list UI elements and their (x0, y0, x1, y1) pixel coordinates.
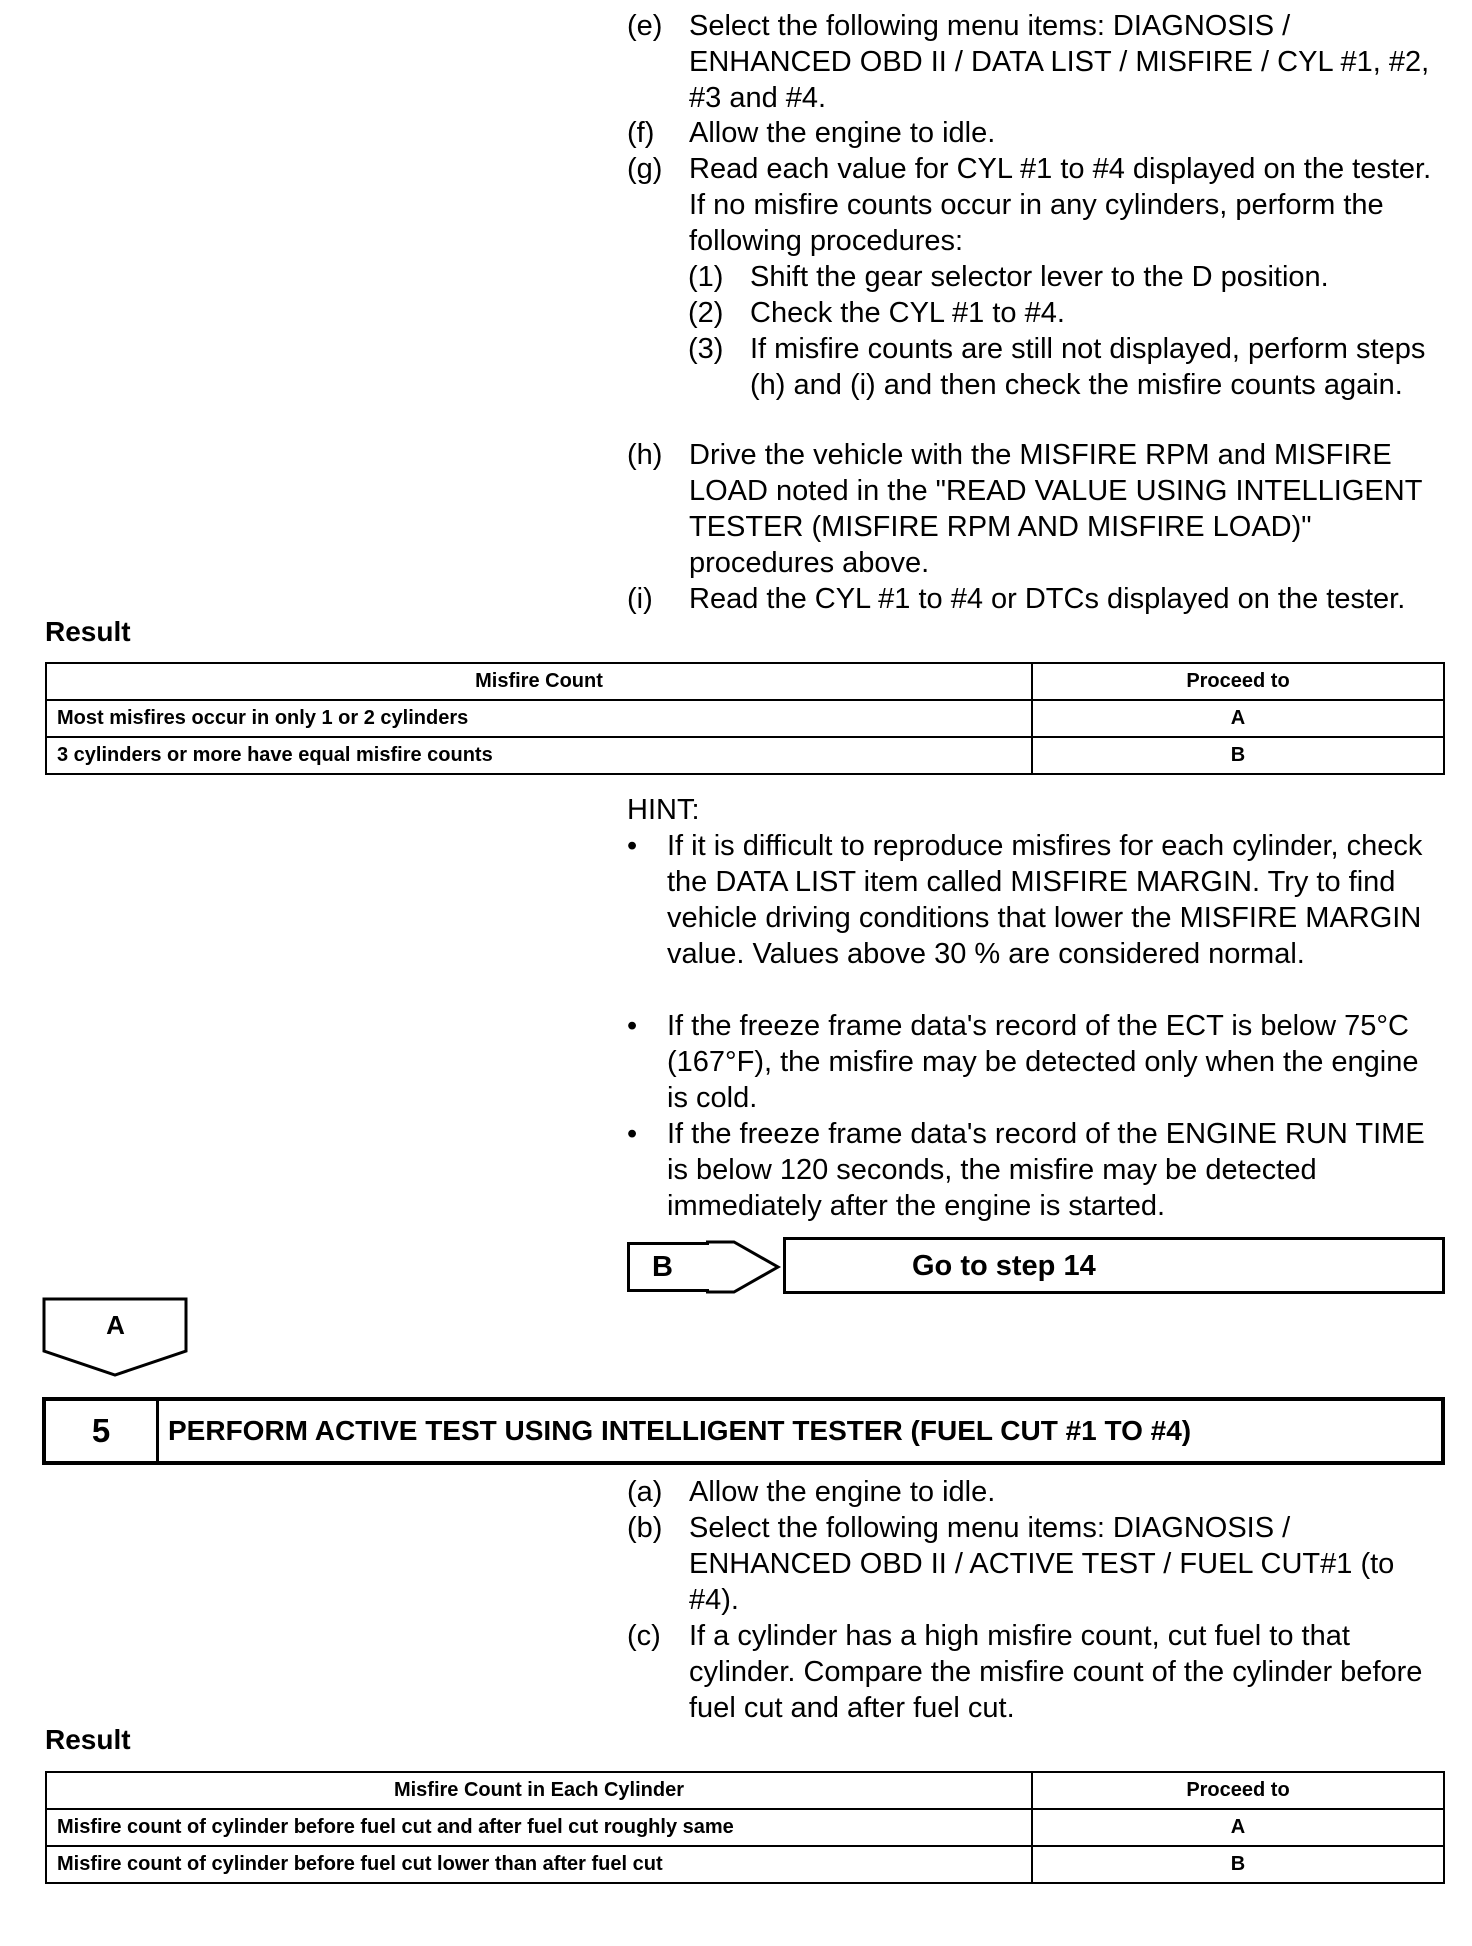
table-header: Misfire Count (46, 663, 1032, 700)
step-label: (f) (627, 117, 655, 149)
step-label: (h) (627, 439, 663, 471)
substep-2 (688, 295, 1438, 331)
table-cell: A (1032, 1809, 1444, 1846)
table-cell: A (1032, 700, 1444, 737)
substep-1 (688, 259, 1438, 295)
step-text: Read each value for CYL #1 to #4 displayed on the tester. If no misfire counts occur in any cylinders, perform the following procedures: (689, 153, 1432, 257)
step-label: (a) (627, 1476, 663, 1508)
table-row (46, 737, 1444, 774)
branch-arrow-icon (706, 1237, 786, 1297)
substep-text: If misfire counts are still not displayed, perform steps (h) and (i) and then check the misfire counts again. (750, 333, 1426, 401)
step-text: If a cylinder has a high misfire count, cut fuel to that cylinder. Compare the misfire count of the cylinder before fuel cut and after fuel cut. (689, 1620, 1423, 1724)
table-header: Misfire Count in Each Cylinder (46, 1772, 1032, 1809)
hint-item (627, 1116, 1438, 1224)
step-text: Allow the engine to idle. (689, 1476, 996, 1508)
hint-text: If it is difficult to reproduce misfires for each cylinder, check the DATA LIST item called MISFIRE MARGIN. Try to find vehicle driving conditions that lower the MISFIRE MARGIN value. Values above 30 % are considered normal. (667, 830, 1423, 970)
step-5-header (42, 1397, 1445, 1465)
step-5-a (627, 1474, 1438, 1510)
hint-text: If the freeze frame data's record of the ENGINE RUN TIME is below 120 seconds, the misfire may be detected immediately after the engine is started. (667, 1118, 1425, 1222)
step-g (627, 151, 1438, 259)
step-text: Allow the engine to idle. (689, 117, 996, 149)
bullet: • (627, 1010, 638, 1042)
result-label: Result (45, 616, 131, 647)
table-row (46, 700, 1444, 737)
step-i (627, 581, 1438, 617)
table-header-row (46, 1772, 1444, 1809)
step-label: (c) (627, 1620, 661, 1652)
step-number: 5 (46, 1401, 159, 1461)
hint-text: If the freeze frame data's record of the ECT is below 75°C (167°F), the misfire may be detected only when the engine is cold. (667, 1010, 1419, 1114)
step-text: Select the following menu items: DIAGNOSIS / ENHANCED OBD II / ACTIVE TEST / FUEL CUT#1 (to #4). (689, 1512, 1395, 1616)
table-cell: B (1032, 1846, 1444, 1883)
hint-item (627, 1008, 1438, 1116)
table-row (46, 1846, 1444, 1883)
substep-label: (1) (688, 261, 724, 293)
step-text: Drive the vehicle with the MISFIRE RPM and MISFIRE LOAD noted in the "READ VALUE USING INTELLIGENT TESTER (MISFIRE RPM AND MISFIRE LOAD)" procedures above. (689, 439, 1422, 579)
goto-step-text: Go to step 14 (912, 1250, 1096, 1282)
table-cell: Misfire count of cylinder before fuel cut and after fuel cut roughly same (46, 1809, 1032, 1846)
step-5-c (627, 1618, 1438, 1726)
hint-item (627, 828, 1438, 972)
step-label: (e) (627, 10, 663, 42)
result-table (45, 1771, 1445, 1884)
step-label: (i) (627, 583, 653, 615)
result-label: Result (45, 1724, 131, 1755)
hint-title: HINT: (627, 794, 700, 826)
step-5-b (627, 1510, 1438, 1618)
branch-b-label: B (652, 1251, 673, 1283)
step-e (627, 8, 1438, 116)
table-cell: Misfire count of cylinder before fuel cut lower than after fuel cut (46, 1846, 1032, 1883)
step-text: Select the following menu items: DIAGNOSIS / ENHANCED OBD II / DATA LIST / MISFIRE / CYL #1, #2, #3 and #4. (689, 10, 1430, 114)
substep-3 (688, 331, 1438, 403)
step-label: (b) (627, 1512, 663, 1544)
substep-text: Shift the gear selector lever to the D position. (750, 261, 1329, 293)
substep-label: (2) (688, 297, 724, 329)
step-title: PERFORM ACTIVE TEST USING INTELLIGENT TESTER (FUEL CUT #1 TO #4) (168, 1415, 1192, 1446)
branch-a-label: A (106, 1310, 125, 1340)
substep-text: Check the CYL #1 to #4. (750, 297, 1065, 329)
table-row (46, 1809, 1444, 1846)
step-label: (g) (627, 153, 663, 185)
bullet: • (627, 830, 638, 862)
branch-b-box (627, 1242, 709, 1292)
step-h (627, 437, 1438, 581)
result-table (45, 662, 1445, 775)
table-header: Proceed to (1032, 663, 1444, 700)
step-f (627, 115, 1438, 151)
table-cell: B (1032, 737, 1444, 774)
goto-step-14-box (783, 1237, 1445, 1294)
table-header-row (46, 663, 1444, 700)
table-cell: Most misfires occur in only 1 or 2 cylinders (46, 700, 1032, 737)
substep-label: (3) (688, 333, 724, 365)
bullet: • (627, 1118, 638, 1150)
table-header: Proceed to (1032, 1772, 1444, 1809)
table-cell: 3 cylinders or more have equal misfire counts (46, 737, 1032, 774)
step-text: Read the CYL #1 to #4 or DTCs displayed on the tester. (689, 583, 1406, 615)
